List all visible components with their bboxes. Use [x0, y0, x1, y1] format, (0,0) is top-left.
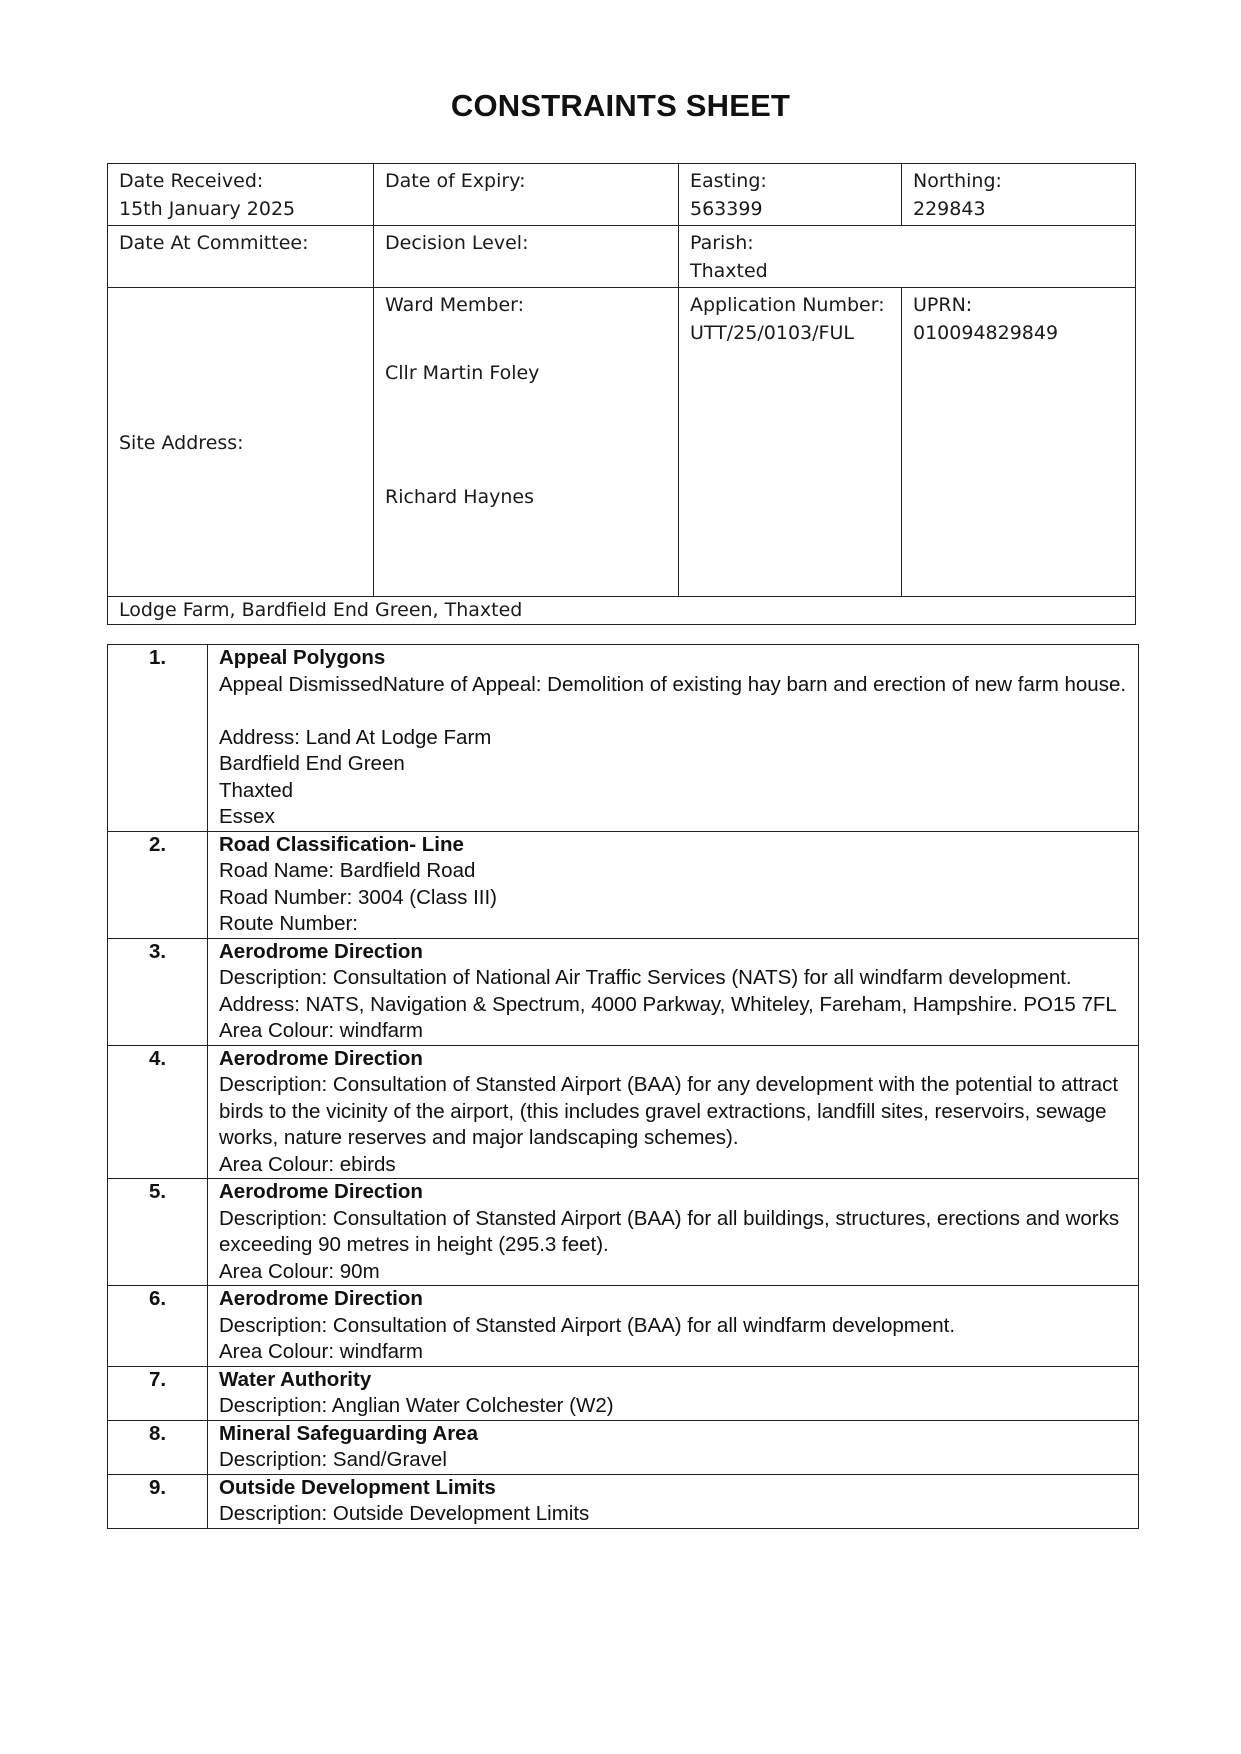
decision-level-label: Decision Level:	[385, 232, 529, 254]
constraint-details	[208, 1179, 1139, 1286]
constraint-row	[108, 1045, 1139, 1179]
constraint-line: Description: Sand/Gravel	[219, 1448, 447, 1471]
easting-cell	[679, 164, 902, 226]
decision-level-cell	[374, 226, 679, 288]
info-row	[108, 164, 1136, 226]
date-expiry-label: Date of Expiry:	[385, 170, 526, 192]
constraint-details	[208, 1420, 1139, 1474]
constraint-title: Appeal Polygons	[219, 646, 386, 669]
parish-cell	[679, 226, 1136, 288]
constraint-row	[108, 1420, 1139, 1474]
easting-value: 563399	[690, 198, 763, 220]
constraint-row	[108, 831, 1139, 938]
date-received-label: Date Received:	[119, 170, 264, 192]
constraint-title: Aerodrome Direction	[219, 1180, 423, 1203]
ward-member-value: Cllr Martin Foley	[385, 362, 540, 384]
constraint-number: 2.	[108, 831, 208, 938]
constraint-line: Road Number: 3004 (Class III)	[219, 885, 498, 909]
date-expiry-cell	[374, 164, 679, 226]
ward-member-label: Ward Member:	[385, 294, 525, 316]
constraint-number: 9.	[108, 1474, 208, 1528]
case-officer-value: Richard Haynes	[385, 486, 534, 508]
constraint-row	[108, 1474, 1139, 1528]
constraint-number: 3.	[108, 938, 208, 1045]
constraint-line: Appeal DismissedNature of Appeal: Demolition of existing hay barn and erection of new farm house.	[219, 672, 1127, 696]
application-number-value: UTT/25/0103/FUL	[690, 322, 854, 344]
constraint-details	[208, 831, 1139, 938]
constraint-details	[208, 1366, 1139, 1420]
constraint-number: 4.	[108, 1045, 208, 1179]
constraints-table	[107, 644, 1139, 1529]
constraint-title: Outside Development Limits	[219, 1475, 496, 1499]
constraint-title: Aerodrome Direction	[219, 1046, 423, 1070]
constraint-title: Mineral Safeguarding Area	[219, 1421, 478, 1445]
parish-value: Thaxted	[690, 260, 768, 282]
constraint-line: Description: Consultation of Stansted Airport (BAA) for any development with the potential to attract birds to the vicinity of the airport, (this includes gravel extractions, landfill sites, reservoirs, sewage works, nature reserves and major landscaping schemes).	[219, 1073, 1119, 1149]
blank-line	[219, 698, 1130, 725]
date-received-cell	[108, 164, 374, 226]
constraint-line: Road Name: Bardfield Road	[219, 859, 476, 882]
info-row	[108, 288, 1136, 597]
constraint-details	[208, 645, 1139, 832]
constraint-title: Water Authority	[219, 1367, 372, 1391]
constraint-line: Essex	[219, 805, 275, 828]
site-address-value: Lodge Farm, Bardfield End Green, Thaxted	[119, 599, 523, 621]
constraint-row	[108, 1286, 1139, 1367]
constraint-title: Aerodrome Direction	[219, 1287, 423, 1310]
constraint-number: 6.	[108, 1286, 208, 1367]
site-address-label-cell	[108, 288, 374, 597]
constraint-title: Aerodrome Direction	[219, 939, 423, 963]
constraint-line: Description: Consultation of Stansted Airport (BAA) for all buildings, structures, erections and works exceeding 90 metres in height (295.3 feet).	[219, 1206, 1120, 1256]
northing-cell	[902, 164, 1136, 226]
constraint-line: Area Colour: windfarm	[219, 1019, 423, 1042]
committee-label: Date At Committee:	[119, 232, 309, 254]
constraint-line: Route Number:	[219, 912, 359, 935]
site-address-label: Site Address:	[119, 431, 244, 454]
constraint-number: 1.	[108, 645, 208, 832]
info-row	[108, 597, 1136, 625]
constraint-line: Address: NATS, Navigation & Spectrum, 4000 Parkway, Whiteley, Fareham, Hampshire. PO15 7FL	[219, 992, 1117, 1016]
easting-label: Easting:	[690, 170, 767, 192]
spacer	[385, 319, 668, 359]
constraint-line: Description: Outside Development Limits	[219, 1502, 590, 1525]
uprn-cell	[902, 288, 1136, 597]
uprn-value: 010094829849	[913, 322, 1059, 344]
constraint-number: 7.	[108, 1366, 208, 1420]
spacer	[385, 387, 668, 483]
page-title: CONSTRAINTS SHEET	[450, 88, 791, 123]
committee-cell	[108, 226, 374, 288]
constraint-number: 5.	[108, 1179, 208, 1286]
constraint-title: Road Classification- Line	[219, 832, 464, 856]
constraint-details	[208, 1045, 1139, 1179]
constraint-row	[108, 1179, 1139, 1286]
northing-value: 229843	[913, 198, 986, 220]
constraint-line: Bardfield End Green	[219, 752, 405, 775]
constraint-line: Address: Land At Lodge Farm	[219, 725, 492, 749]
application-number-label: Application Number:	[690, 294, 885, 316]
constraint-details	[208, 1286, 1139, 1367]
constraint-line: Area Colour: 90m	[219, 1259, 380, 1283]
constraint-row	[108, 645, 1139, 832]
uprn-label: UPRN:	[913, 294, 973, 316]
constraint-line: Area Colour: ebirds	[219, 1152, 396, 1176]
ward-member-cell	[374, 288, 679, 597]
info-row	[108, 226, 1136, 288]
constraint-line: Description: Consultation of Stansted Airport (BAA) for all windfarm development.	[219, 1313, 956, 1337]
northing-label: Northing:	[913, 170, 1002, 192]
constraints-body	[108, 645, 1139, 1529]
date-received-value: 15th January 2025	[119, 198, 296, 220]
application-number-cell	[679, 288, 902, 597]
site-address-value-cell	[108, 597, 1136, 625]
parish-label: Parish:	[690, 232, 754, 254]
constraint-line: Description: Anglian Water Colchester (W2)	[219, 1394, 614, 1417]
constraint-row	[108, 1366, 1139, 1420]
constraint-details	[208, 938, 1139, 1045]
constraint-line: Description: Consultation of National Air Traffic Services (NATS) for all windfarm development.	[219, 966, 1072, 989]
application-info-table	[107, 163, 1136, 625]
constraint-line: Area Colour: windfarm	[219, 1340, 423, 1363]
constraint-line: Thaxted	[219, 778, 294, 802]
constraint-details	[208, 1474, 1139, 1528]
constraint-number: 8.	[108, 1420, 208, 1474]
constraint-row	[108, 938, 1139, 1045]
